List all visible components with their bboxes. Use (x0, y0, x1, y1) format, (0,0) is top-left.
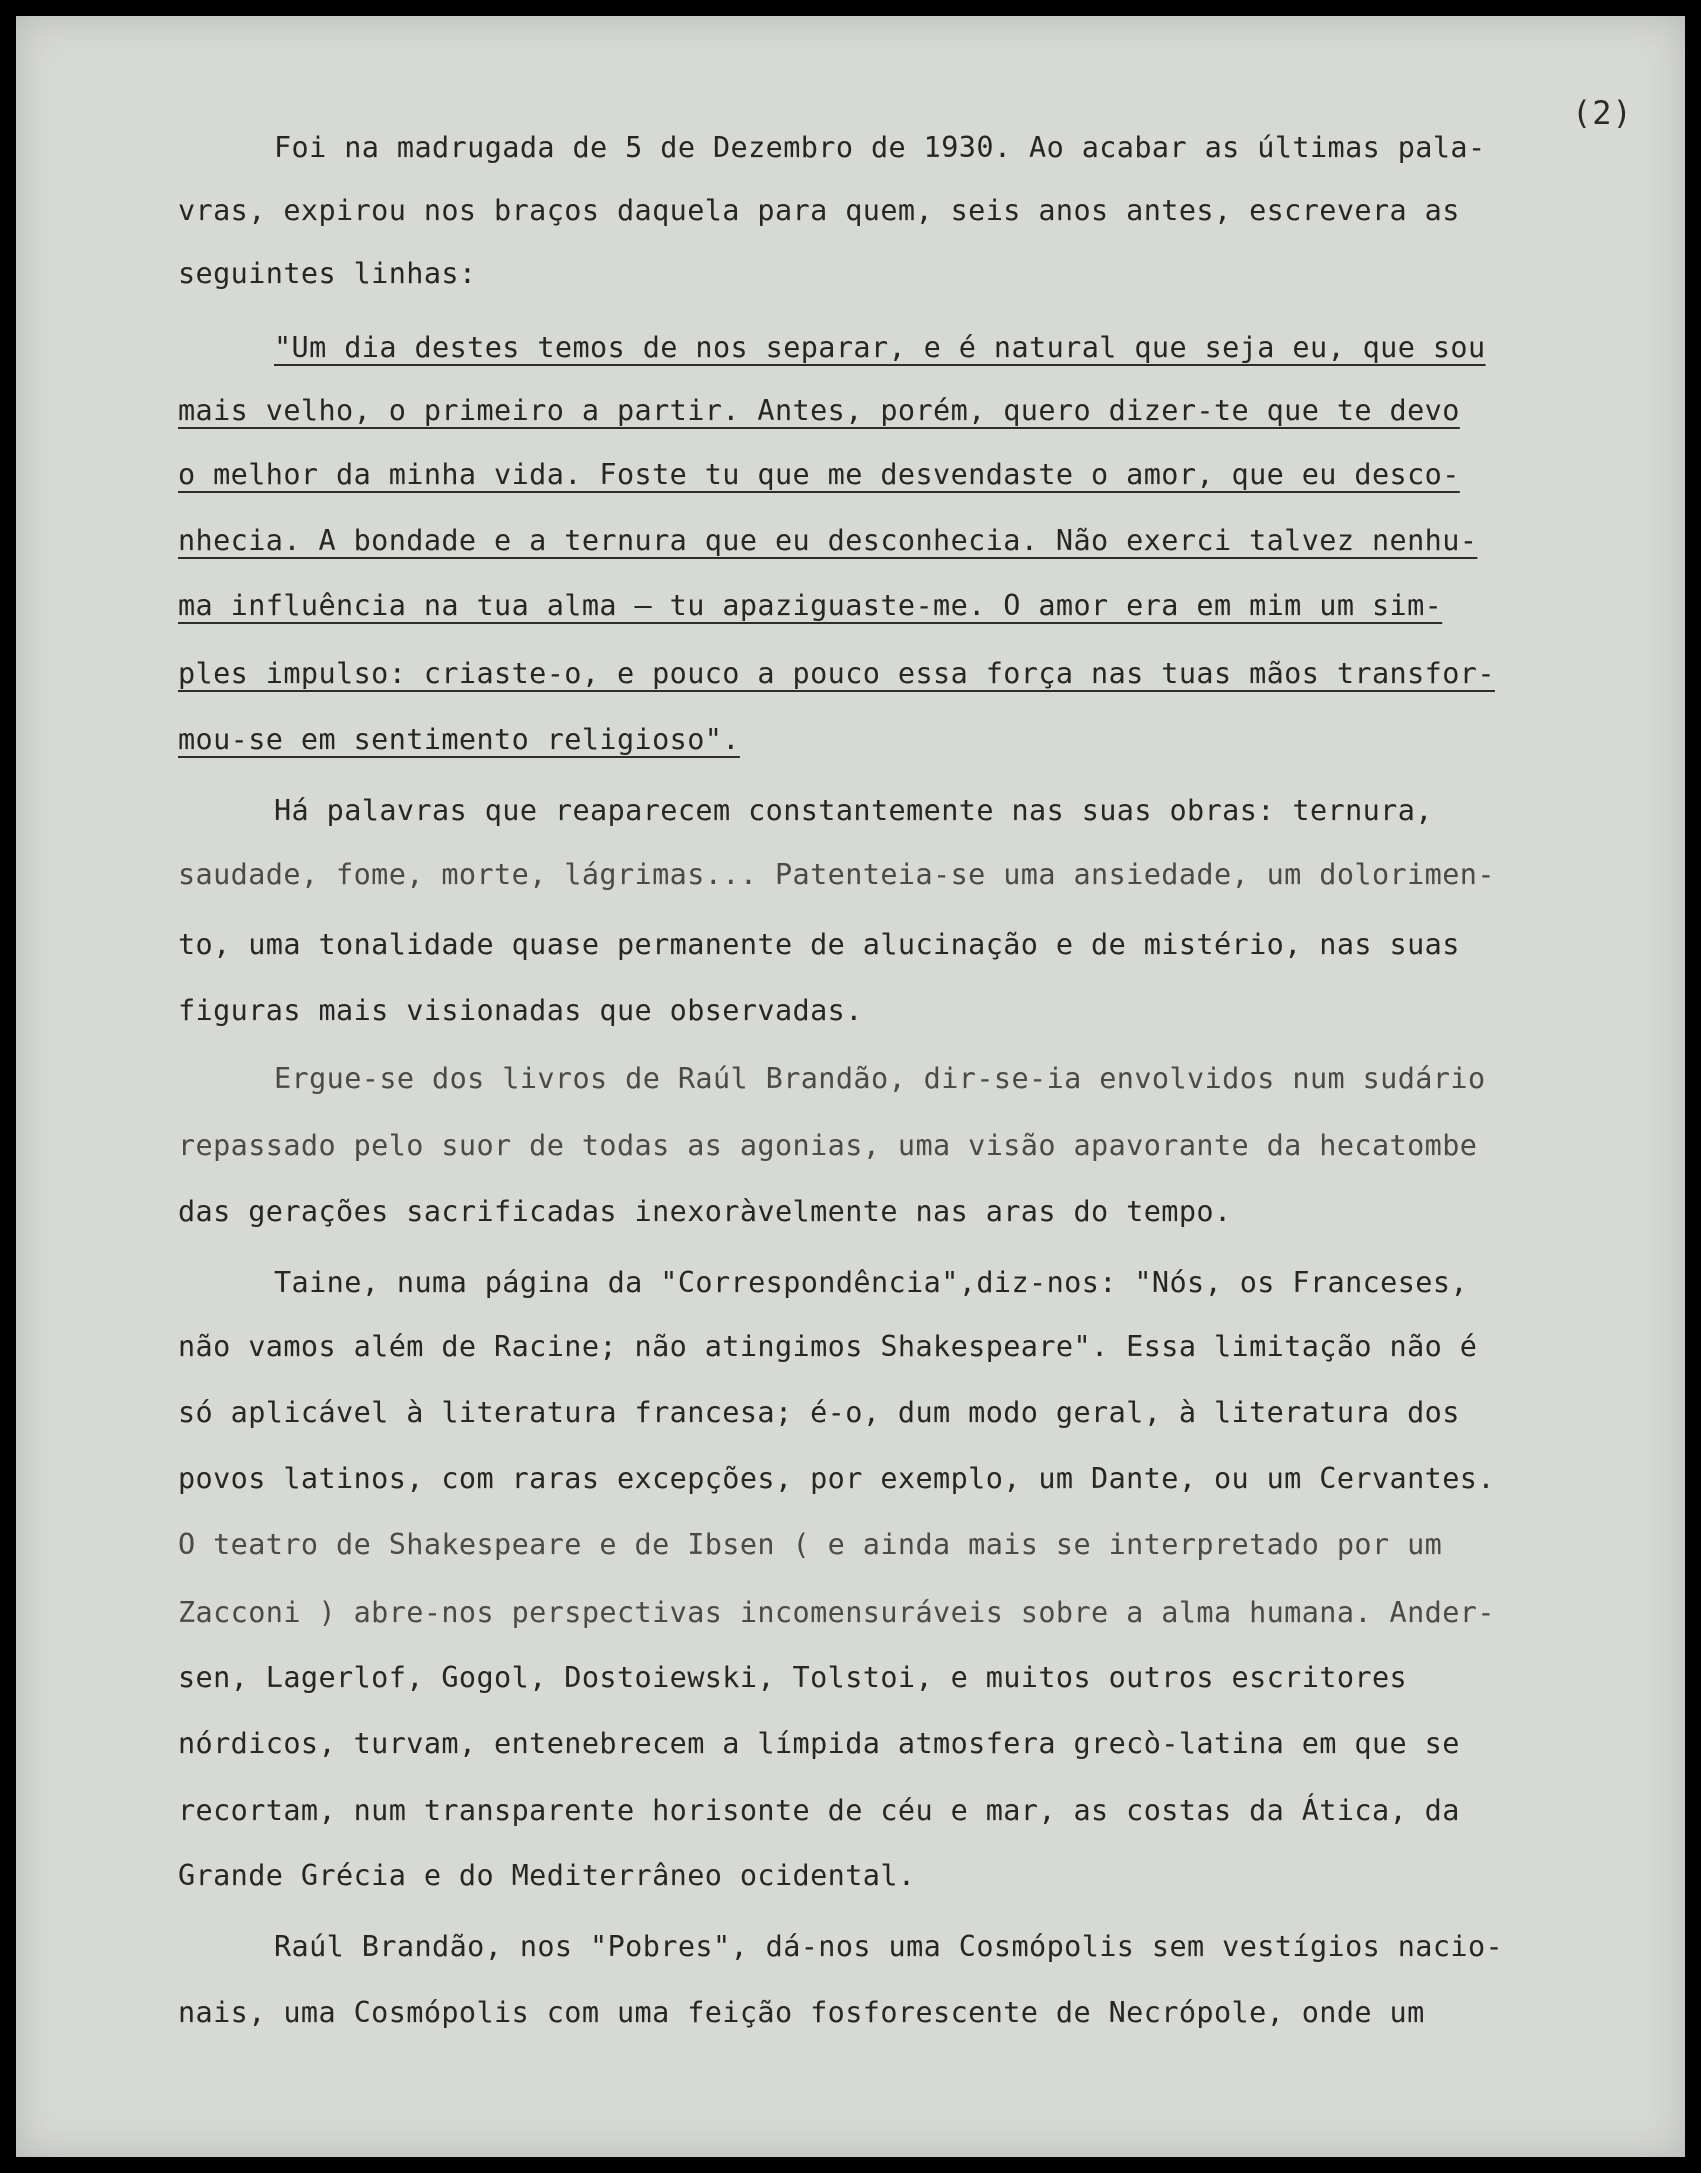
quoted-line: mais velho, o primeiro a partir. Antes, porém, quero dizer-te que te devo (178, 394, 1460, 427)
text-line: Zacconi ) abre-nos perspectivas incomensuráveis sobre a alma humana. Ander- (178, 1596, 1495, 1629)
text-line: sen, Lagerlof, Gogol, Dostoiewski, Tolstoi, e muitos outros escritores (178, 1661, 1408, 1694)
text-line: nórdicos, turvam, entenebrecem a límpida atmosfera grecò-latina em que se (178, 1727, 1460, 1760)
text-line: Taine, numa página da "Correspondência",diz-nos: "Nós, os Franceses, (274, 1266, 1468, 1299)
text-line: nais, uma Cosmópolis com uma feição fosforescente de Necrópole, onde um (178, 1996, 1425, 2029)
text-line: das gerações sacrificadas inexoràvelmente nas aras do tempo. (178, 1195, 1232, 1228)
text-line: saudade, fome, morte, lágrimas... Patenteia-se uma ansiedade, um dolorimen- (178, 858, 1495, 891)
text-line: não vamos além de Racine; não atingimos Shakespeare". Essa limitação não é (178, 1330, 1478, 1363)
quoted-line: "Um dia destes temos de nos separar, e é natural que seja eu, que sou (274, 331, 1486, 364)
text-line: repassado pelo suor de todas as agonias, uma visão apavorante da hecatombe (178, 1129, 1478, 1162)
quoted-line: nhecia. A bondade e a ternura que eu desconhecia. Não exerci talvez nenhu- (178, 524, 1478, 557)
text-line: Ergue-se dos livros de Raúl Brandão, dir-se-ia envolvidos num sudário (274, 1062, 1486, 1095)
text-line: to, uma tonalidade quase permanente de alucinação e de mistério, nas suas (178, 928, 1460, 961)
text-line: povos latinos, com raras excepções, por exemplo, um Dante, ou um Cervantes. (178, 1462, 1495, 1495)
quoted-line: ma influência na tua alma — tu apaziguaste-me. O amor era em mim um sim- (178, 589, 1443, 622)
typed-page (16, 16, 1685, 2157)
text-line: Foi na madrugada de 5 de Dezembro de 1930. Ao acabar as últimas pala- (274, 131, 1486, 164)
page-number: (2) (1572, 94, 1633, 132)
quoted-line: o melhor da minha vida. Foste tu que me desvendaste o amor, que eu desco- (178, 458, 1460, 491)
quoted-line: mou-se em sentimento religioso". (178, 723, 740, 756)
text-line: Há palavras que reaparecem constantemente nas suas obras: ternura, (274, 794, 1433, 827)
text-line: O teatro de Shakespeare e de Ibsen ( e ainda mais se interpretado por um (178, 1528, 1443, 1561)
text-line: vras, expirou nos braços daquela para quem, seis anos antes, escrevera as (178, 194, 1460, 227)
text-line: Raúl Brandão, nos "Pobres", dá-nos uma Cosmópolis sem vestígios nacio- (274, 1930, 1504, 1963)
text-line: Grande Grécia e do Mediterrâneo ocidental. (178, 1859, 916, 1892)
text-line: figuras mais visionadas que observadas. (178, 994, 863, 1027)
text-line: seguintes linhas: (178, 257, 477, 290)
quoted-line: ples impulso: criaste-o, e pouco a pouco essa força nas tuas mãos transfor- (178, 657, 1495, 690)
body-text (16, 16, 1685, 2157)
text-line: só aplicável à literatura francesa; é-o, dum modo geral, à literatura dos (178, 1396, 1460, 1429)
text-line: recortam, num transparente horisonte de céu e mar, as costas da Ática, da (178, 1794, 1460, 1827)
